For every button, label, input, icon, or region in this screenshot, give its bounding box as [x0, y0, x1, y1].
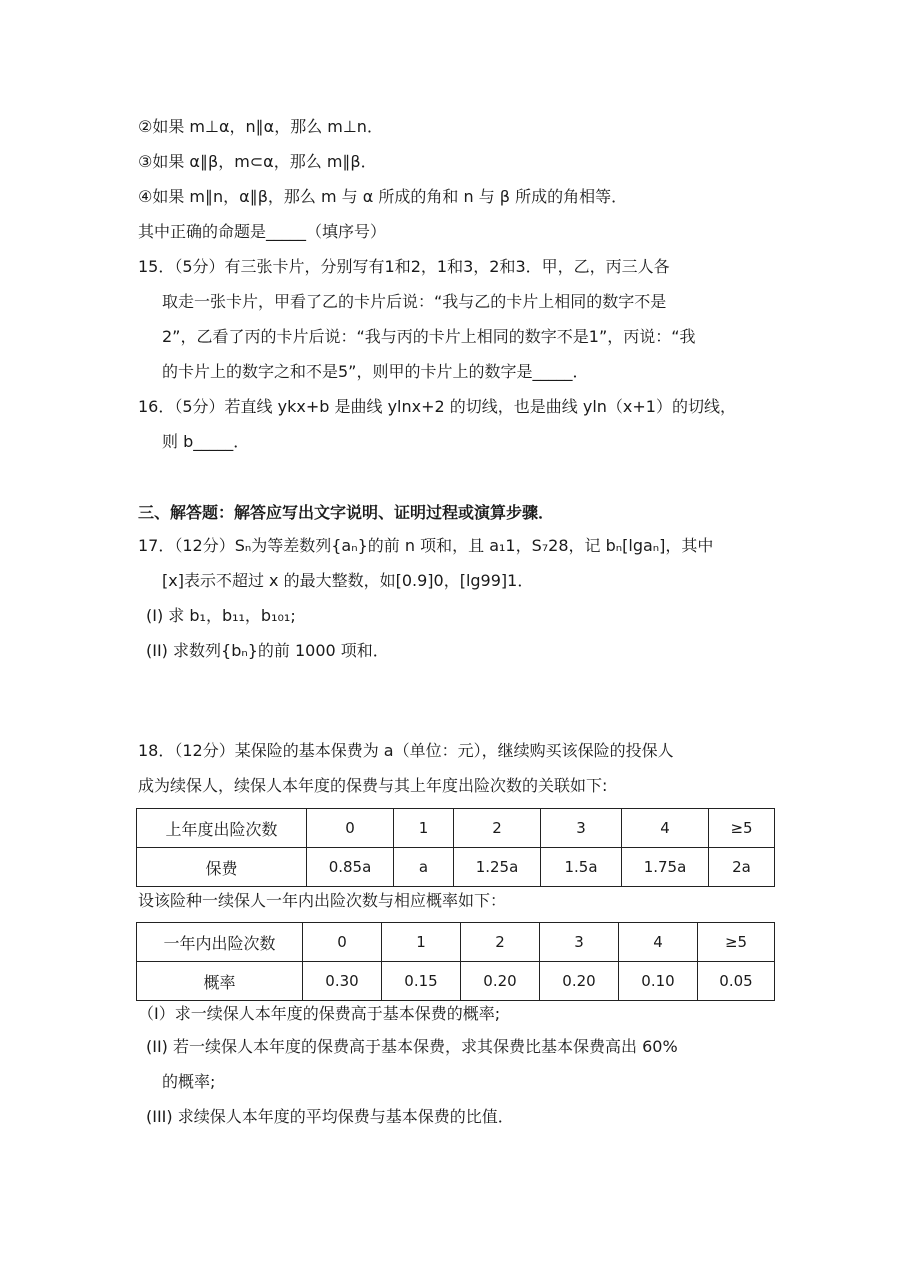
table-cell: 保费	[137, 848, 307, 887]
table-cell: 2a	[709, 848, 775, 887]
table-cell: 0	[303, 923, 382, 962]
probability-table	[136, 922, 775, 1001]
q18-line-1: 18．（12分）某保险的基本保费为 a（单位：元），继续购买该保险的投保人	[138, 741, 674, 760]
q17-part-2: (II) 求数列{bₙ}的前 1000 项和．	[146, 641, 389, 660]
table-cell: ≥5	[709, 809, 775, 848]
table-cell: 0.05	[698, 962, 775, 1001]
q18-part-1: （Ⅰ）求一续保人本年度的保费高于基本保费的概率;	[138, 1004, 501, 1023]
table-cell: 概率	[137, 962, 303, 1001]
table-cell: 3	[540, 923, 619, 962]
section-3-title: 三、解答题：解答应写出文字说明、证明过程或演算步骤．	[138, 503, 555, 522]
q15-line-2: 取走一张卡片，甲看了乙的卡片后说：“我与乙的卡片上相同的数字不是	[162, 292, 667, 311]
q18-line-3: 设该险种一续保人一年内出险次数与相应概率如下：	[138, 891, 507, 910]
q15-line-4: 的卡片上的数字之和不是5”，则甲的卡片上的数字是_____．	[162, 362, 589, 381]
table-row	[137, 923, 775, 962]
table-cell: ≥5	[698, 923, 775, 962]
proposition-3: ③如果 α∥β，m⊂α，那么 m∥β．	[138, 152, 377, 171]
table-cell: 1.75a	[622, 848, 709, 887]
q14-prompt: 其中正确的命题是_____（填序号）	[138, 222, 387, 241]
table-cell: 0.15	[382, 962, 461, 1001]
q17-part-1: (I) 求 b₁，b₁₁，b₁₀₁;	[146, 606, 296, 625]
q15-line-3: 2”，乙看了丙的卡片后说：“我与丙的卡片上相同的数字不是1”，丙说：“我	[162, 327, 696, 346]
table-cell: 1.25a	[454, 848, 541, 887]
table-cell: 一年内出险次数	[137, 923, 303, 962]
table-row	[137, 848, 775, 887]
table-cell: 2	[461, 923, 540, 962]
q18-line-2: 成为续保人，续保人本年度的保费与其上年度出险次数的关联如下:	[138, 776, 608, 795]
table-cell: a	[394, 848, 454, 887]
table-cell: 上年度出险次数	[137, 809, 307, 848]
table-cell: 0.10	[619, 962, 698, 1001]
table-cell: 0.20	[540, 962, 619, 1001]
q18-part-3: (III) 求续保人本年度的平均保费与基本保费的比值．	[146, 1107, 514, 1126]
q15-line-1: 15．（5分）有三张卡片，分别写有1和2，1和3，2和3．甲，乙，丙三人各	[138, 257, 670, 276]
table-cell: 0.85a	[307, 848, 394, 887]
q16-line-1: 16．（5分）若直线 ykx+b 是曲线 ylnx+2 的切线，也是曲线 yln（x+1）的切线，	[138, 397, 736, 416]
q17-line-1: 17．（12分）Sₙ为等差数列{aₙ}的前 n 项和，且 a₁1，S₇28，记 bₙ[lgaₙ]，其中	[138, 536, 714, 555]
table-cell: 0	[307, 809, 394, 848]
table-cell: 2	[454, 809, 541, 848]
table-cell: 0.30	[303, 962, 382, 1001]
table-cell: 1	[394, 809, 454, 848]
table-cell: 1.5a	[541, 848, 622, 887]
table-row	[137, 962, 775, 1001]
proposition-2: ②如果 m⊥α，n∥α，那么 m⊥n．	[138, 117, 383, 136]
table-cell: 1	[382, 923, 461, 962]
table-cell: 4	[619, 923, 698, 962]
premium-table	[136, 808, 775, 887]
table-cell: 3	[541, 809, 622, 848]
table-cell: 4	[622, 809, 709, 848]
q18-part-2-line-1: (II) 若一续保人本年度的保费高于基本保费，求其保费比基本保费高出 60%	[146, 1037, 678, 1056]
q16-line-2: 则 b_____．	[162, 432, 250, 451]
q18-part-2-line-2: 的概率;	[162, 1072, 216, 1091]
proposition-4: ④如果 m∥n，α∥β，那么 m 与 α 所成的角和 n 与 β 所成的角相等．	[138, 187, 628, 206]
table-row	[137, 809, 775, 848]
table-cell: 0.20	[461, 962, 540, 1001]
q17-line-2: [x]表示不超过 x 的最大整数，如[0.9]0，[lg99]1．	[162, 571, 534, 590]
